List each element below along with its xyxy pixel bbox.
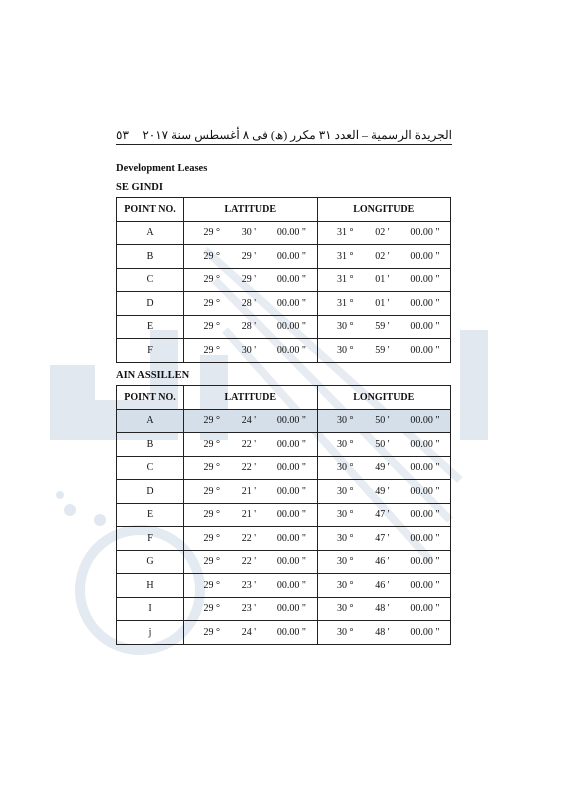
longitude-cell	[317, 527, 451, 551]
lat-seconds: 00.00 "	[276, 532, 306, 544]
lon-seconds: 00.00 "	[410, 227, 440, 239]
latitude-cell	[184, 574, 318, 598]
lat-degrees: 29 °	[203, 274, 220, 286]
lon-minutes: 01 '	[375, 297, 390, 309]
table-row	[117, 550, 451, 574]
lon-seconds: 00.00 "	[410, 344, 440, 356]
table-row	[117, 339, 451, 363]
point-cell: H	[117, 574, 184, 598]
lon-degrees: 30 °	[337, 509, 354, 521]
latitude-cell	[184, 221, 318, 245]
coords-table-ain-assillen	[116, 385, 451, 645]
lat-seconds: 00.00 "	[276, 250, 306, 262]
lat-degrees: 29 °	[203, 227, 220, 239]
lat-seconds: 00.00 "	[276, 509, 306, 521]
latitude-cell	[184, 315, 318, 339]
point-cell: C	[117, 456, 184, 480]
lon-minutes: 47 '	[375, 532, 390, 544]
lon-degrees: 30 °	[337, 438, 354, 450]
lat-seconds: 00.00 "	[276, 603, 306, 615]
longitude-cell	[317, 409, 451, 433]
table-row	[117, 292, 451, 316]
lon-minutes: 50 '	[375, 438, 390, 450]
lon-degrees: 31 °	[337, 297, 354, 309]
latitude-cell	[184, 621, 318, 645]
longitude-cell	[317, 245, 451, 269]
lat-minutes: 22 '	[241, 462, 256, 474]
latitude-cell	[184, 268, 318, 292]
latitude-cell	[184, 550, 318, 574]
longitude-cell	[317, 221, 451, 245]
longitude-cell	[317, 268, 451, 292]
lat-minutes: 28 '	[241, 297, 256, 309]
lat-seconds: 00.00 "	[276, 227, 306, 239]
lon-minutes: 48 '	[375, 603, 390, 615]
point-cell: E	[117, 315, 184, 339]
table-row	[117, 315, 451, 339]
lon-degrees: 30 °	[337, 462, 354, 474]
lon-seconds: 00.00 "	[410, 532, 440, 544]
longitude-cell	[317, 292, 451, 316]
lat-degrees: 29 °	[203, 485, 220, 497]
lat-minutes: 29 '	[241, 274, 256, 286]
lat-degrees: 29 °	[203, 556, 220, 568]
lat-seconds: 00.00 "	[276, 485, 306, 497]
lon-minutes: 02 '	[375, 227, 390, 239]
longitude-cell	[317, 503, 451, 527]
lon-seconds: 00.00 "	[410, 603, 440, 615]
lat-minutes: 23 '	[241, 579, 256, 591]
latitude-cell	[184, 433, 318, 457]
longitude-cell	[317, 597, 451, 621]
page-number: ٥٣	[116, 128, 129, 142]
longitude-cell	[317, 480, 451, 504]
table-title-ain-assillen: AIN ASSILLEN	[116, 370, 190, 381]
lat-degrees: 29 °	[203, 509, 220, 521]
point-cell: D	[117, 480, 184, 504]
longitude-cell	[317, 456, 451, 480]
lat-seconds: 00.00 "	[276, 415, 306, 427]
lat-seconds: 00.00 "	[276, 321, 306, 333]
latitude-cell	[184, 245, 318, 269]
latitude-cell	[184, 503, 318, 527]
lat-minutes: 23 '	[241, 603, 256, 615]
latitude-cell	[184, 339, 318, 363]
lat-seconds: 00.00 "	[276, 579, 306, 591]
longitude-cell	[317, 339, 451, 363]
lon-seconds: 00.00 "	[410, 250, 440, 262]
latitude-cell	[184, 292, 318, 316]
point-cell: F	[117, 527, 184, 551]
point-cell: B	[117, 433, 184, 457]
lon-seconds: 00.00 "	[410, 626, 440, 638]
longitude-cell	[317, 315, 451, 339]
lon-seconds: 00.00 "	[410, 579, 440, 591]
table-row	[117, 221, 451, 245]
point-cell: A	[117, 221, 184, 245]
lat-seconds: 00.00 "	[276, 344, 306, 356]
lat-degrees: 29 °	[203, 297, 220, 309]
lon-seconds: 00.00 "	[410, 415, 440, 427]
col-header-point: POINT NO.	[117, 386, 184, 410]
table-header-row	[117, 386, 451, 410]
lat-degrees: 29 °	[203, 321, 220, 333]
lat-seconds: 00.00 "	[276, 462, 306, 474]
point-cell: C	[117, 268, 184, 292]
lat-minutes: 29 '	[241, 250, 256, 262]
gazette-title: الجريدة الرسمية – العدد ٣١ مكرر (ھ) فى ٨ أغسطس سنة ٢٠١٧	[142, 128, 452, 142]
lon-degrees: 30 °	[337, 485, 354, 497]
latitude-cell	[184, 527, 318, 551]
lat-degrees: 29 °	[203, 415, 220, 427]
point-cell: G	[117, 550, 184, 574]
latitude-cell	[184, 480, 318, 504]
table-header-row	[117, 198, 451, 222]
lat-minutes: 21 '	[241, 485, 256, 497]
lon-degrees: 30 °	[337, 603, 354, 615]
lat-minutes: 22 '	[241, 438, 256, 450]
lon-seconds: 00.00 "	[410, 274, 440, 286]
lon-degrees: 31 °	[337, 274, 354, 286]
lat-degrees: 29 °	[203, 532, 220, 544]
longitude-cell	[317, 550, 451, 574]
lon-seconds: 00.00 "	[410, 297, 440, 309]
lon-degrees: 30 °	[337, 415, 354, 427]
lat-minutes: 30 '	[241, 227, 256, 239]
lat-minutes: 24 '	[241, 626, 256, 638]
latitude-cell	[184, 456, 318, 480]
latitude-cell	[184, 597, 318, 621]
lat-minutes: 28 '	[241, 321, 256, 333]
lat-degrees: 29 °	[203, 250, 220, 262]
table-row	[117, 456, 451, 480]
lon-minutes: 48 '	[375, 626, 390, 638]
lon-degrees: 30 °	[337, 532, 354, 544]
lon-minutes: 59 '	[375, 344, 390, 356]
table-row	[117, 597, 451, 621]
lon-seconds: 00.00 "	[410, 438, 440, 450]
lon-seconds: 00.00 "	[410, 321, 440, 333]
lon-degrees: 30 °	[337, 579, 354, 591]
point-cell: F	[117, 339, 184, 363]
longitude-cell	[317, 621, 451, 645]
lon-degrees: 31 °	[337, 227, 354, 239]
lat-minutes: 24 '	[241, 415, 256, 427]
lon-minutes: 59 '	[375, 321, 390, 333]
lon-seconds: 00.00 "	[410, 509, 440, 521]
lon-minutes: 02 '	[375, 250, 390, 262]
table-row	[117, 268, 451, 292]
lon-minutes: 50 '	[375, 415, 390, 427]
longitude-cell	[317, 433, 451, 457]
lat-degrees: 29 °	[203, 344, 220, 356]
point-cell: D	[117, 292, 184, 316]
lat-minutes: 22 '	[241, 556, 256, 568]
lat-degrees: 29 °	[203, 579, 220, 591]
lon-degrees: 30 °	[337, 556, 354, 568]
lat-minutes: 22 '	[241, 532, 256, 544]
point-cell: B	[117, 245, 184, 269]
lat-seconds: 00.00 "	[276, 556, 306, 568]
table-row	[117, 433, 451, 457]
page-header	[116, 128, 452, 145]
col-header-longitude: LONGITUDE	[317, 198, 451, 222]
col-header-longitude: LONGITUDE	[317, 386, 451, 410]
table-row	[117, 621, 451, 645]
lat-seconds: 00.00 "	[276, 626, 306, 638]
longitude-cell	[317, 574, 451, 598]
lon-minutes: 49 '	[375, 485, 390, 497]
lat-seconds: 00.00 "	[276, 438, 306, 450]
point-cell: I	[117, 597, 184, 621]
point-cell: E	[117, 503, 184, 527]
section-title: Development Leases	[116, 163, 208, 174]
lon-minutes: 49 '	[375, 462, 390, 474]
table-row	[117, 480, 451, 504]
lon-minutes: 01 '	[375, 274, 390, 286]
col-header-point: POINT NO.	[117, 198, 184, 222]
point-cell: A	[117, 409, 184, 433]
lat-minutes: 30 '	[241, 344, 256, 356]
lon-minutes: 46 '	[375, 556, 390, 568]
lon-minutes: 47 '	[375, 509, 390, 521]
lat-degrees: 29 °	[203, 626, 220, 638]
table-row	[117, 574, 451, 598]
lon-degrees: 30 °	[337, 344, 354, 356]
lat-degrees: 29 °	[203, 438, 220, 450]
lat-degrees: 29 °	[203, 603, 220, 615]
latitude-cell	[184, 409, 318, 433]
lon-seconds: 00.00 "	[410, 462, 440, 474]
lon-seconds: 00.00 "	[410, 556, 440, 568]
lat-seconds: 00.00 "	[276, 274, 306, 286]
table-row	[117, 503, 451, 527]
point-cell: j	[117, 621, 184, 645]
lon-degrees: 30 °	[337, 321, 354, 333]
lon-degrees: 31 °	[337, 250, 354, 262]
table-row	[117, 245, 451, 269]
lat-degrees: 29 °	[203, 462, 220, 474]
table-row	[117, 409, 451, 433]
lat-minutes: 21 '	[241, 509, 256, 521]
lon-degrees: 30 °	[337, 626, 354, 638]
table-row	[117, 527, 451, 551]
lat-seconds: 00.00 "	[276, 297, 306, 309]
lon-seconds: 00.00 "	[410, 485, 440, 497]
col-header-latitude: LATITUDE	[184, 386, 318, 410]
coords-table-se-gindi	[116, 197, 451, 363]
col-header-latitude: LATITUDE	[184, 198, 318, 222]
table-title-se-gindi: SE GINDI	[116, 182, 163, 193]
lon-minutes: 46 '	[375, 579, 390, 591]
